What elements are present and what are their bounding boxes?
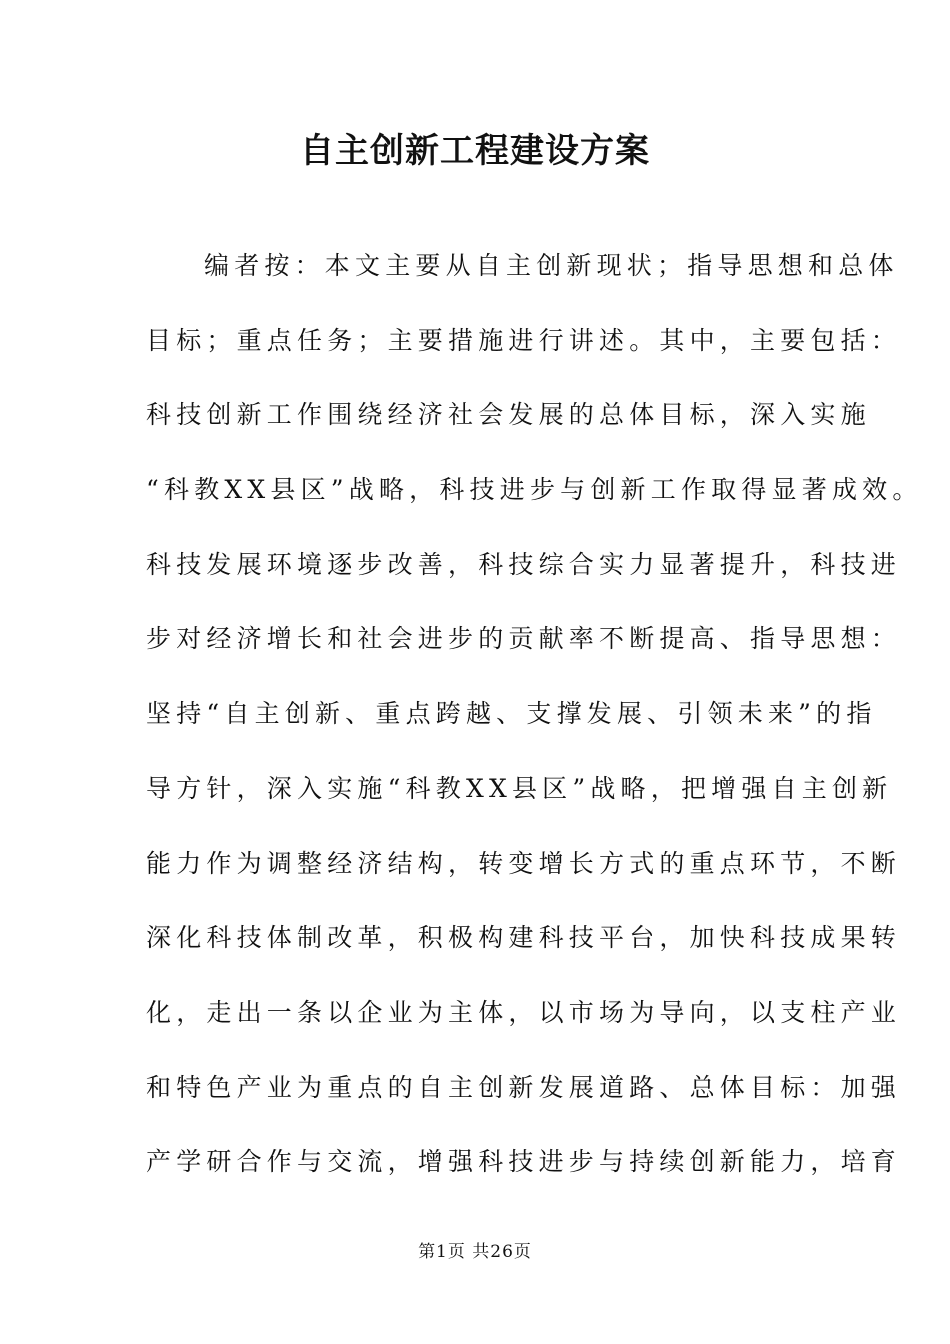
body-line: 和特色产业为重点的自主创新发展道路、总体目标：加强	[146, 1072, 902, 1102]
body-line: 产学研合作与交流，增强科技进步与持续创新能力，培育	[146, 1147, 902, 1177]
document-body	[146, 244, 923, 1215]
body-line: 深化科技体制改革，积极构建科技平台，加快科技成果转	[146, 923, 902, 953]
body-line: 编者按：本文主要从自主创新现状；指导思想和总体	[204, 251, 899, 280]
body-line: 化，走出一条以企业为主体，以市场为导向，以支柱产业	[146, 997, 902, 1027]
document-title: 自主创新工程建设方案	[300, 131, 650, 171]
body-line: “科教XX县区”战略，科技进步与创新工作取得显著成效。	[146, 475, 923, 505]
body-line: 目标；重点任务；主要措施进行讲述。其中，主要包括：	[146, 325, 902, 355]
body-line: 能力作为调整经济结构，转变增长方式的重点环节，不断	[146, 848, 902, 878]
body-line: 导方针，深入实施“科教XX县区”战略，把增强自主创新	[146, 773, 893, 803]
body-line: 坚持“自主创新、重点跨越、支撑发展、引领未来”的指	[146, 699, 877, 729]
body-line: 步对经济增长和社会进步的贡献率不断提高、指导思想：	[146, 624, 902, 654]
body-line: 科技创新工作围绕经济社会发展的总体目标，深入实施	[146, 400, 871, 430]
page-number-footer: 第1页 共26页	[418, 1242, 532, 1262]
body-line: 科技发展环境逐步改善，科技综合实力显著提升，科技进	[146, 549, 902, 579]
